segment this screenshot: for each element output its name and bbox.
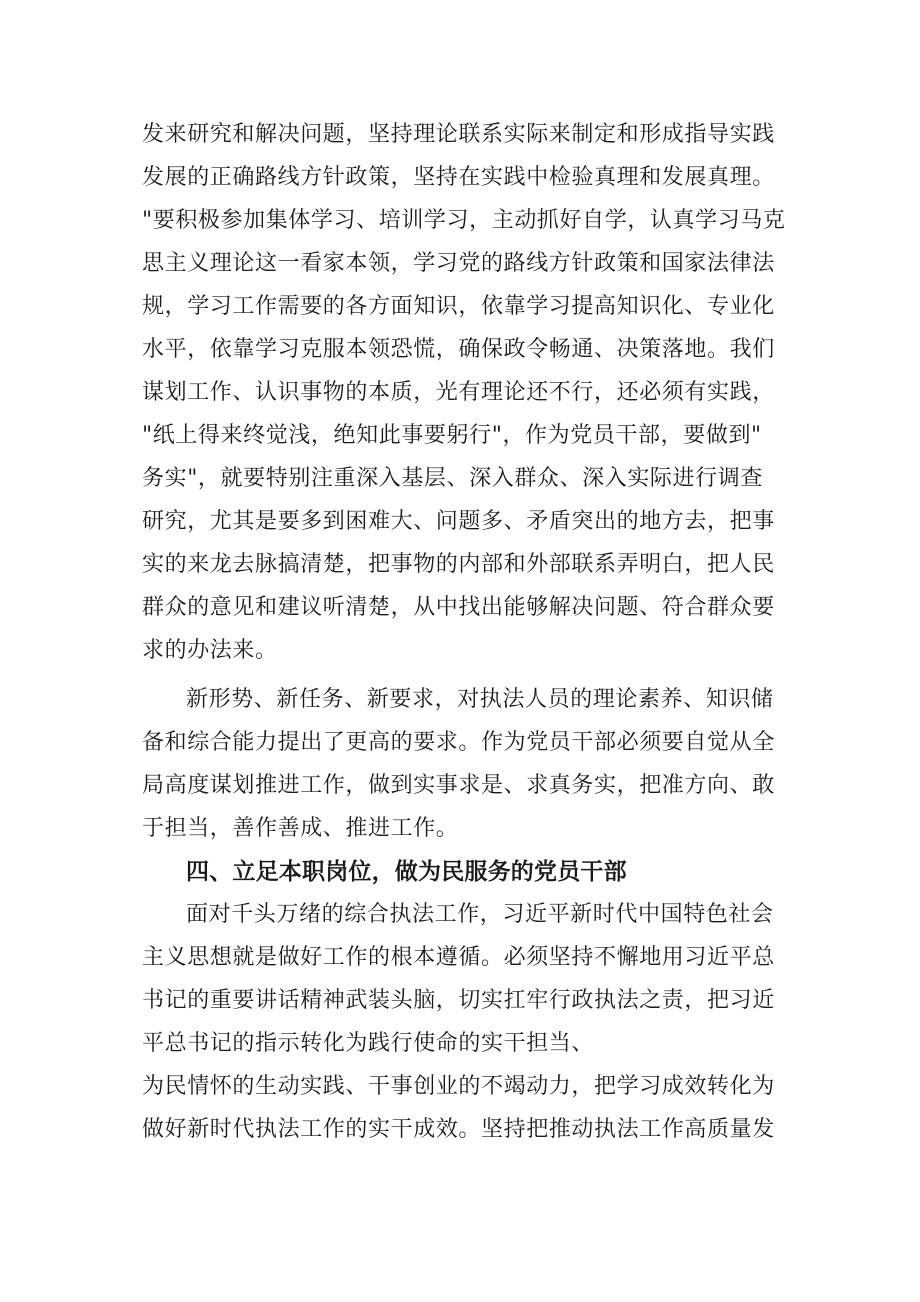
text-line: 发来研究和解决问题，坚持理论联系实际来制定和形成指导实践	[142, 122, 775, 147]
text-line: 备和综合能力提出了更高的要求。作为党员干部必须要自觉从全	[142, 730, 775, 755]
text-line: 平总书记的指示转化为践行使命的实干担当、	[142, 1031, 595, 1056]
text-line: 求的办法来。	[142, 638, 278, 663]
text-line: 水平，依靠学习克服本领恐慌，确保政令畅通、决策落地。我们	[142, 337, 775, 362]
paragraph-first-line: 新形势、新任务、新要求，对执法人员的理论素养、知识储	[186, 687, 774, 712]
section-heading: 四、立足本职岗位，做为民服务的党员干部	[186, 859, 627, 885]
text-line: 谋划工作、认识事物的本质，光有理论还不行，还必须有实践，	[142, 380, 775, 405]
text-line: 研究，尤其是要多到困难大、问题多、矛盾突出的地方去，把事	[142, 509, 775, 534]
text-line: 于担当，善作善成、推进工作。	[142, 816, 459, 841]
text-line: 书记的重要讲话精神武装头脑，切实扛牢行政执法之责，把习近	[142, 988, 775, 1013]
text-line: 务实"，就要特别注重深入基层、深入群众、深入实际进行调查	[142, 466, 763, 491]
text-line: 发展的正确路线方针政策，坚持在实践中检验真理和发展真理。	[142, 165, 775, 190]
text-line: 规，学习工作需要的各方面知识，依靠学习提高知识化、专业化	[142, 294, 775, 319]
text-line: 为民情怀的生动实践、干事创业的不竭动力，把学习成效转化为	[142, 1074, 775, 1099]
paragraph-first-line: 面对千头万绪的综合执法工作，习近平新时代中国特色社会	[186, 902, 774, 927]
text-line: 局高度谋划推进工作，做到实事求是、求真务实，把准方向、敢	[142, 773, 775, 798]
text-line: 群众的意见和建议听清楚，从中找出能够解决问题、符合群众要	[142, 595, 775, 620]
text-line: "要积极参加集体学习、培训学习，主动抓好自学，认真学习马克	[142, 208, 786, 233]
text-line: 做好新时代执法工作的实干成效。坚持把推动执法工作高质量发	[142, 1117, 775, 1142]
text-line: 思主义理论这一看家本领，学习党的路线方针政策和国家法律法	[142, 251, 775, 276]
text-line: "纸上得来终觉浅，绝知此事要躬行"，作为党员干部，要做到"	[142, 423, 762, 448]
text-line: 主义思想就是做好工作的根本遵循。必须坚持不懈地用习近平总	[142, 945, 775, 970]
text-line: 实的来龙去脉搞清楚，把事物的内部和外部联系弄明白，把人民	[142, 552, 775, 577]
